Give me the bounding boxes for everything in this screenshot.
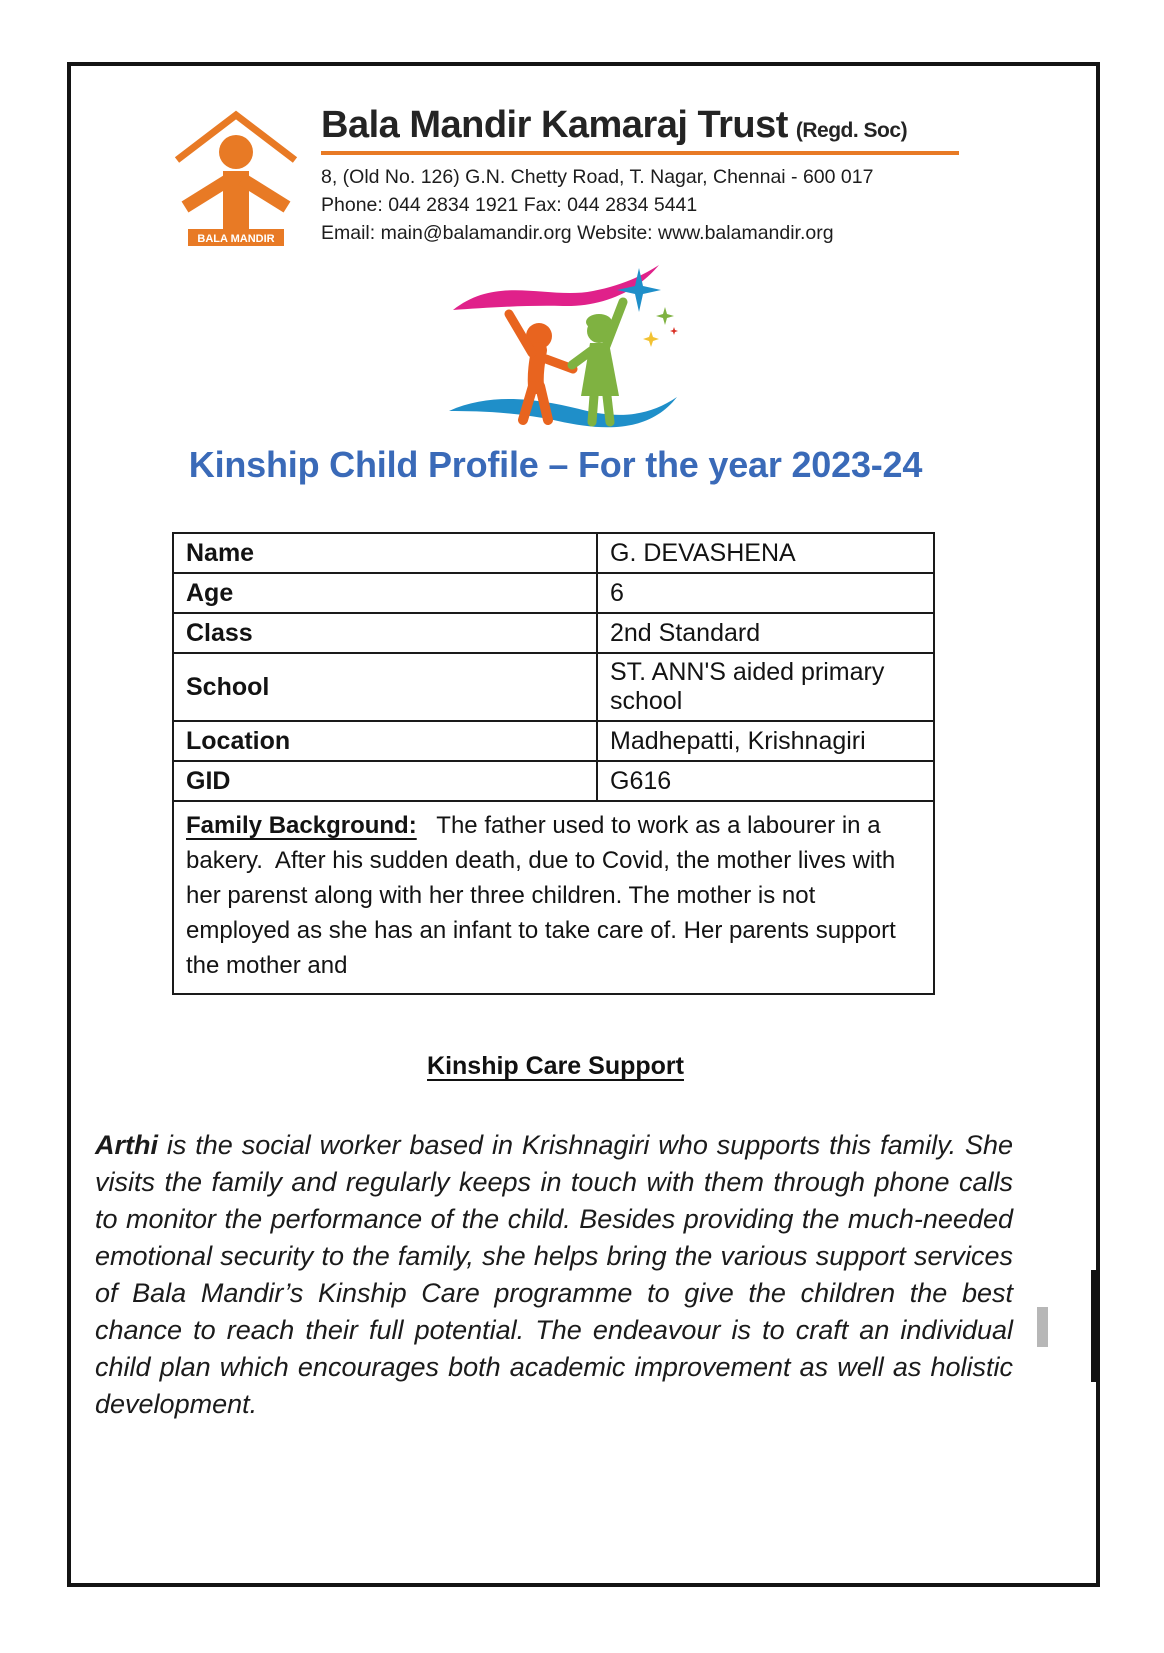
row-label: GID bbox=[173, 761, 597, 801]
support-paragraph-text: is the social worker based in Krishnagiri who supports this family. She visits the family and regularly keeps in touch with them through phone calls to monitor the performance of the child. Besides providing the much-needed emotional security to the family, she helps bring the various support services of Bala Mandir’s Kinship Care programme to give the children the best chance to reach their full potential. The endeavour is to craft an individual child plan which encourages both academic improvement as well as holistic development. bbox=[95, 1130, 1013, 1419]
row-label: Name bbox=[173, 533, 597, 573]
family-background-row bbox=[173, 801, 934, 994]
document-title: Kinship Child Profile – For the year 2023-24 bbox=[188, 444, 923, 485]
section-heading: Kinship Care Support bbox=[427, 1052, 684, 1080]
children-logo-icon bbox=[443, 258, 683, 453]
row-value: Madhepatti, Krishnagiri bbox=[597, 721, 934, 761]
row-label: Location bbox=[173, 721, 597, 761]
social-worker-name: Arthi bbox=[95, 1130, 158, 1160]
email-website-line: Email: main@balamandir.org Website: www.balamandir.org bbox=[321, 222, 834, 244]
orange-rule bbox=[321, 151, 959, 155]
family-background-cell bbox=[173, 801, 934, 994]
table-row bbox=[173, 573, 934, 613]
row-label: School bbox=[173, 653, 597, 721]
row-value: G. DEVASHENA bbox=[597, 533, 934, 573]
row-label: Class bbox=[173, 613, 597, 653]
family-background-text: The father used to work as a labourer in a bakery. After his sudden death, due to Covid, the mother lives with her parenst along with her three children. The mother is not employed as she has an infant to take care of. Her parents support the mother and bbox=[186, 812, 903, 979]
child-profile-table bbox=[172, 532, 935, 995]
row-value: 6 bbox=[597, 573, 934, 613]
document-page bbox=[67, 62, 1100, 1587]
table-row bbox=[173, 613, 934, 653]
address-line: 8, (Old No. 126) G.N. Chetty Road, T. Nagar, Chennai - 600 017 bbox=[321, 166, 874, 188]
logo-caption: BALA MANDIR bbox=[197, 233, 275, 245]
letterhead bbox=[171, 102, 959, 253]
org-name-line bbox=[321, 104, 959, 147]
row-label: Age bbox=[173, 573, 597, 613]
family-background-label: Family Background: bbox=[186, 812, 417, 839]
scan-artifact-gray bbox=[1037, 1307, 1048, 1347]
org-suffix: (Regd. Soc) bbox=[795, 119, 908, 142]
table-row bbox=[173, 653, 934, 721]
row-value: 2nd Standard bbox=[597, 613, 934, 653]
row-value: G616 bbox=[597, 761, 934, 801]
org-name: Bala Mandir Kamaraj Trust bbox=[321, 104, 788, 146]
support-paragraph bbox=[95, 1127, 1013, 1423]
phone-fax-line: Phone: 044 2834 1921 Fax: 044 2834 5441 bbox=[321, 194, 698, 216]
row-value: ST. ANN'S aided primary school bbox=[597, 653, 934, 721]
scan-artifact-border bbox=[1091, 1270, 1100, 1382]
table-row bbox=[173, 761, 934, 801]
letterhead-text bbox=[321, 102, 959, 247]
bala-mandir-logo-icon bbox=[171, 102, 301, 253]
table-row bbox=[173, 533, 934, 573]
table-row bbox=[173, 721, 934, 761]
